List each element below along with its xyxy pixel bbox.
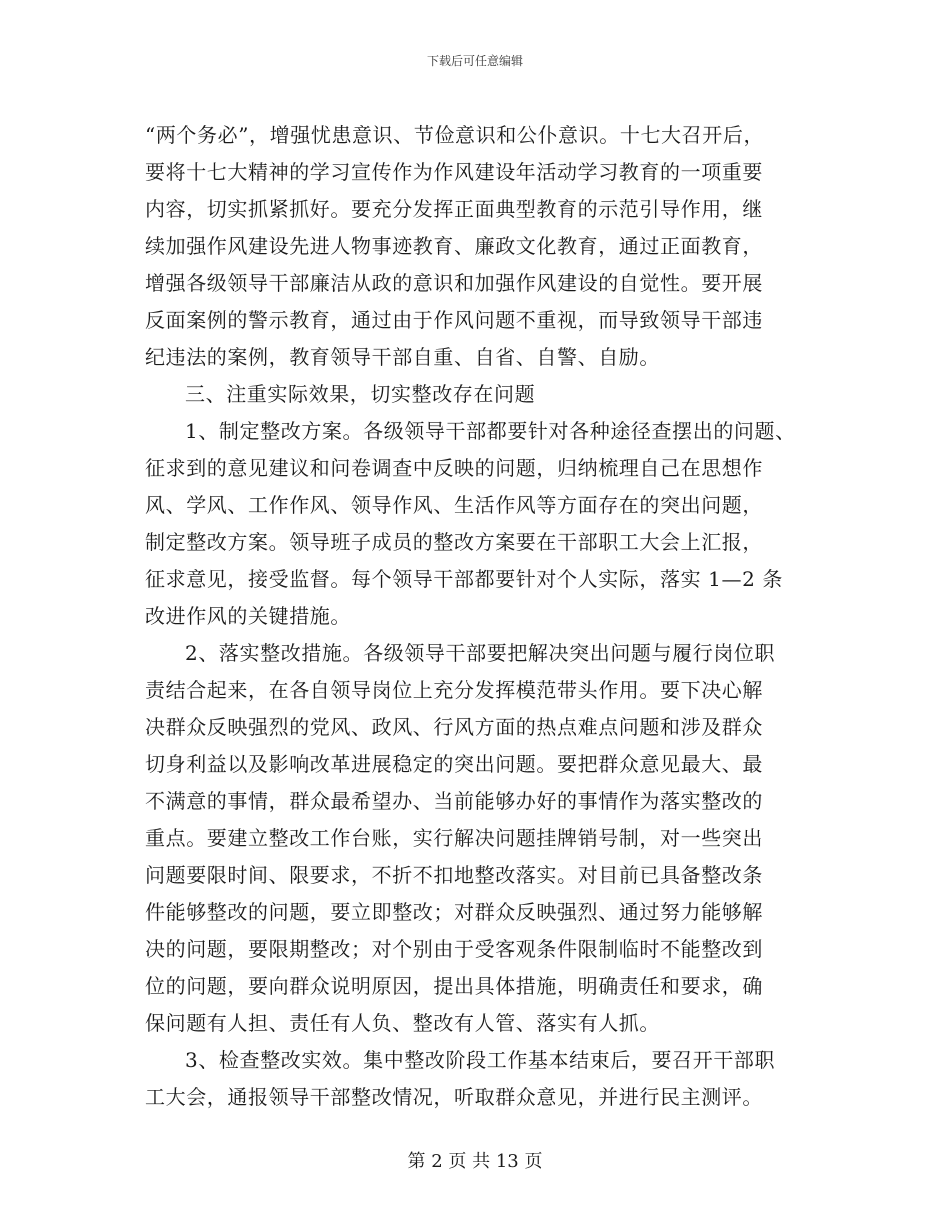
text-line: 1、制定整改方案。各级领导干部都要针对各种途径查摆出的问题、 — [185, 419, 796, 443]
text-line: 反面案例的警示教育，通过由于作风问题不重视，而导致领导干部违 — [145, 308, 763, 332]
text-line: 3、检查整改实效。集中整改阶段工作基本结束后，要召开干部职 — [185, 1048, 776, 1072]
text-line: 工大会，通报领导干部整改情况，听取群众意见，并进行民主测评。 — [145, 1085, 763, 1109]
text-line: 件能够整改的问题，要立即整改；对群众反映强烈、通过努力能够解 — [145, 900, 763, 924]
text-line: 续加强作风建设先进人物事迹教育、廉政文化教育，通过正面教育， — [145, 234, 763, 258]
text-line: 切身利益以及影响改革进展稳定的突出问题。要把群众意见最大、最 — [145, 752, 763, 776]
text-line: 问题要限时间、限要求，不折不扣地整改落实。对目前已具备整改条 — [145, 863, 763, 887]
text-line: 制定整改方案。领导班子成员的整改方案要在干部职工大会上汇报， — [145, 530, 763, 554]
text-line: 决的问题，要限期整改；对个别由于受客观条件限制临时不能整改到 — [145, 937, 763, 961]
document-body — [145, 117, 825, 1116]
text-line: 风、学风、工作作风、领导作风、生活作风等方面存在的突出问题， — [145, 493, 763, 517]
text-line: 增强各级领导干部廉洁从政的意识和加强作风建设的自觉性。要开展 — [145, 271, 763, 295]
page-header: 下载后可任意编辑 — [426, 54, 523, 68]
text-line: 征求意见，接受监督。每个领导干部都要针对个人实际，落实 1—2 条 — [145, 567, 783, 591]
text-line: 内容，切实抓紧抓好。要充分发挥正面典型教育的示范引导作用，继 — [145, 197, 763, 221]
text-line: 征求到的意见建议和问卷调查中反映的问题，归纳梳理自己在思想作 — [145, 456, 763, 480]
text-line: 重点。要建立整改工作台账，实行解决问题挂牌销号制，对一些突出 — [145, 826, 763, 850]
text-line: 三、注重实际效果，切实整改存在问题 — [185, 382, 536, 406]
text-line: 位的问题，要向群众说明原因，提出具体措施，明确责任和要求，确 — [145, 974, 763, 998]
text-line: 责结合起来，在各自领导岗位上充分发挥模范带头作用。要下决心解 — [145, 678, 763, 702]
text-line: 保问题有人担、责任有人负、整改有人管、落实有人抓。 — [145, 1011, 660, 1035]
text-line: 2、落实整改措施。各级领导干部要把解决突出问题与履行岗位职 — [185, 641, 776, 665]
text-line: 纪违法的案例，教育领导干部自重、自省、自警、自励。 — [145, 345, 660, 369]
text-line: 决群众反映强烈的党风、政风、行风方面的热点难点问题和涉及群众 — [145, 715, 763, 739]
text-line: 不满意的事情，群众最希望办、当前能够办好的事情作为落实整改的 — [145, 789, 763, 813]
page-footer: 第 2 页 共 13 页 — [407, 1151, 543, 1172]
text-line: “两个务必”，增强忧患意识、节俭意识和公仆意识。十七大召开后， — [145, 123, 765, 147]
text-line: 要将十七大精神的学习宣传作为作风建设年活动学习教育的一项重要 — [145, 160, 763, 184]
text-line: 改进作风的关键措施。 — [145, 604, 351, 628]
